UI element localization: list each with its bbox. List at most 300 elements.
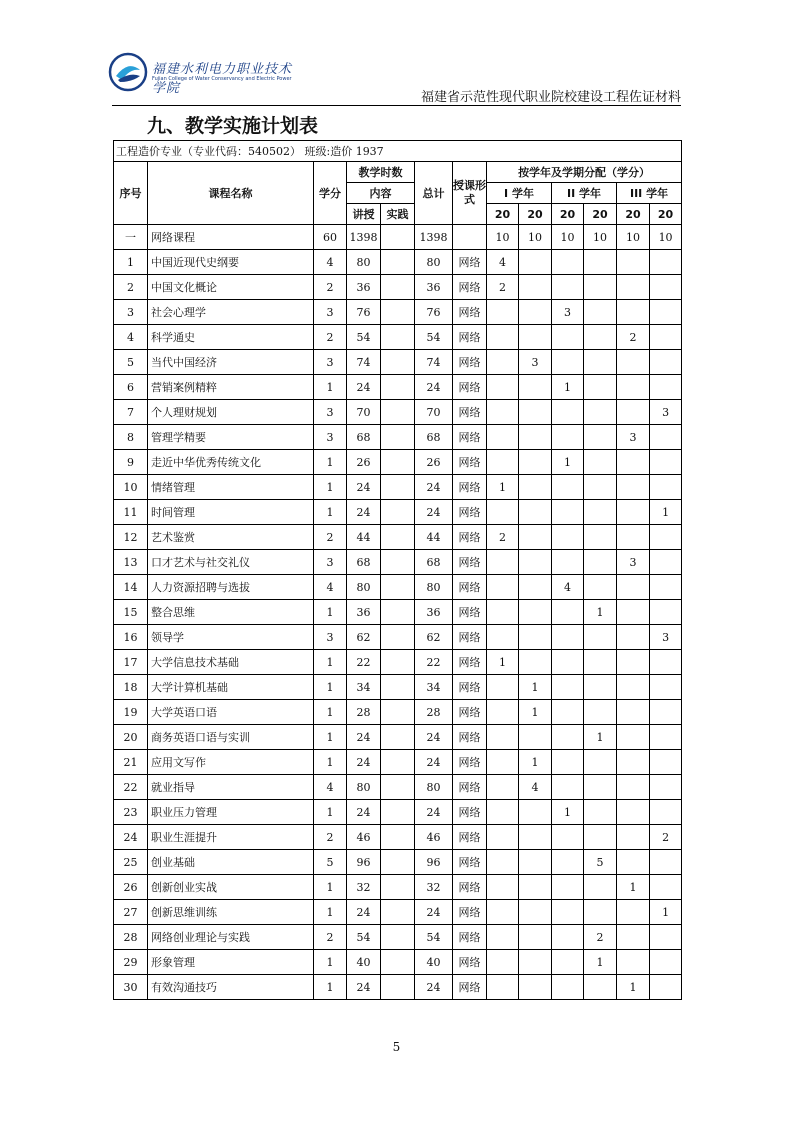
cell-name: 大学英语口语 <box>148 700 314 725</box>
cell-seq: 2 <box>114 275 148 300</box>
cell-total: 80 <box>415 775 453 800</box>
cell-term-5: 2 <box>617 325 650 350</box>
cell-practice <box>381 825 415 850</box>
cell-term-3 <box>552 850 584 875</box>
cell-term-3 <box>552 700 584 725</box>
cell-credit: 1 <box>314 475 347 500</box>
table-body <box>114 225 682 1000</box>
cell-form: 网络 <box>453 425 487 450</box>
table-row <box>114 525 682 550</box>
class-info: 工程造价专业（专业代码：540502） 班级:造价 1937 <box>114 141 682 162</box>
cell-term-4 <box>584 475 617 500</box>
cell-name: 职业压力管理 <box>148 800 314 825</box>
cell-term-2 <box>519 825 552 850</box>
cell-term-3 <box>552 500 584 525</box>
cell-practice <box>381 900 415 925</box>
logo-emblem-icon <box>108 52 148 92</box>
cell-term-3: 10 <box>552 225 584 250</box>
cell-total: 44 <box>415 525 453 550</box>
cell-lecture: 1398 <box>347 225 381 250</box>
cell-practice <box>381 400 415 425</box>
cell-term-2 <box>519 800 552 825</box>
cell-name: 网络创业理论与实践 <box>148 925 314 950</box>
header-practice: 实践 <box>381 204 415 225</box>
cell-term-4 <box>584 275 617 300</box>
cell-form: 网络 <box>453 275 487 300</box>
cell-term-5 <box>617 350 650 375</box>
cell-total: 24 <box>415 500 453 525</box>
cell-term-2 <box>519 900 552 925</box>
cell-term-5: 10 <box>617 225 650 250</box>
cell-total: 54 <box>415 925 453 950</box>
cell-term-3 <box>552 750 584 775</box>
cell-term-1: 1 <box>487 475 519 500</box>
cell-practice <box>381 800 415 825</box>
cell-practice <box>381 350 415 375</box>
cell-credit: 1 <box>314 725 347 750</box>
cell-form: 网络 <box>453 250 487 275</box>
cell-credit: 4 <box>314 775 347 800</box>
cell-term-6 <box>650 925 682 950</box>
cell-term-5 <box>617 800 650 825</box>
cell-term-6 <box>650 250 682 275</box>
cell-lecture: 24 <box>347 800 381 825</box>
cell-lecture: 40 <box>347 950 381 975</box>
cell-term-5 <box>617 450 650 475</box>
cell-credit: 1 <box>314 650 347 675</box>
cell-lecture: 54 <box>347 325 381 350</box>
cell-term-1 <box>487 825 519 850</box>
cell-credit: 3 <box>314 625 347 650</box>
cell-lecture: 24 <box>347 975 381 1000</box>
cell-seq: 26 <box>114 875 148 900</box>
table-row <box>114 275 682 300</box>
cell-lecture: 34 <box>347 675 381 700</box>
cell-credit: 2 <box>314 925 347 950</box>
cell-credit: 1 <box>314 950 347 975</box>
cell-form: 网络 <box>453 700 487 725</box>
header-credit: 学分 <box>314 162 347 225</box>
cell-term-4: 2 <box>584 925 617 950</box>
cell-name: 人力资源招聘与选拔 <box>148 575 314 600</box>
cell-credit: 1 <box>314 375 347 400</box>
cell-name: 有效沟通技巧 <box>148 975 314 1000</box>
cell-lecture: 36 <box>347 275 381 300</box>
cell-total: 32 <box>415 875 453 900</box>
cell-lecture: 24 <box>347 375 381 400</box>
cell-term-3 <box>552 400 584 425</box>
cell-term-4 <box>584 650 617 675</box>
cell-total: 96 <box>415 850 453 875</box>
cell-term-5: 3 <box>617 425 650 450</box>
cell-term-6 <box>650 675 682 700</box>
cell-term-4 <box>584 550 617 575</box>
cell-term-2 <box>519 600 552 625</box>
cell-term-1 <box>487 575 519 600</box>
cell-term-2 <box>519 625 552 650</box>
cell-term-5 <box>617 575 650 600</box>
cell-practice <box>381 750 415 775</box>
table-row <box>114 400 682 425</box>
cell-term-1 <box>487 775 519 800</box>
cell-practice <box>381 300 415 325</box>
cell-term-3: 3 <box>552 300 584 325</box>
cell-term-6 <box>650 575 682 600</box>
cell-credit: 3 <box>314 550 347 575</box>
cell-term-5 <box>617 925 650 950</box>
table-row <box>114 375 682 400</box>
cell-term-3 <box>552 875 584 900</box>
cell-term-5: 3 <box>617 550 650 575</box>
cell-name: 口才艺术与社交礼仪 <box>148 550 314 575</box>
cell-seq: 3 <box>114 300 148 325</box>
cell-form: 网络 <box>453 725 487 750</box>
header-distribution: 按学年及学期分配（学分） <box>487 162 682 183</box>
cell-term-2 <box>519 575 552 600</box>
cell-term-6 <box>650 775 682 800</box>
cell-total: 24 <box>415 800 453 825</box>
cell-form: 网络 <box>453 475 487 500</box>
table-row <box>114 450 682 475</box>
cell-seq: 9 <box>114 450 148 475</box>
cell-form: 网络 <box>453 400 487 425</box>
cell-term-4: 1 <box>584 950 617 975</box>
cell-credit: 4 <box>314 575 347 600</box>
cell-term-5: 1 <box>617 875 650 900</box>
cell-name: 形象管理 <box>148 950 314 975</box>
cell-form: 网络 <box>453 875 487 900</box>
cell-total: 24 <box>415 750 453 775</box>
cell-term-3 <box>552 625 584 650</box>
cell-seq: 25 <box>114 850 148 875</box>
cell-term-5 <box>617 500 650 525</box>
cell-total: 36 <box>415 275 453 300</box>
cell-term-4 <box>584 975 617 1000</box>
cell-term-6 <box>650 350 682 375</box>
cell-term-2: 4 <box>519 775 552 800</box>
cell-form: 网络 <box>453 925 487 950</box>
cell-term-1 <box>487 400 519 425</box>
cell-seq: 11 <box>114 500 148 525</box>
cell-practice <box>381 575 415 600</box>
cell-term-4: 5 <box>584 850 617 875</box>
cell-term-1 <box>487 300 519 325</box>
cell-lecture: 96 <box>347 850 381 875</box>
cell-term-2 <box>519 725 552 750</box>
cell-name: 创业基础 <box>148 850 314 875</box>
cell-term-1 <box>487 850 519 875</box>
cell-practice <box>381 550 415 575</box>
table-row <box>114 325 682 350</box>
cell-name: 科学通史 <box>148 325 314 350</box>
cell-term-6 <box>650 525 682 550</box>
cell-name: 营销案例精粹 <box>148 375 314 400</box>
cell-term-6: 2 <box>650 825 682 850</box>
cell-practice <box>381 450 415 475</box>
cell-term-3 <box>552 525 584 550</box>
cell-name: 职业生涯提升 <box>148 825 314 850</box>
cell-term-2 <box>519 300 552 325</box>
cell-term-2 <box>519 525 552 550</box>
cell-term-6: 3 <box>650 625 682 650</box>
cell-term-3 <box>552 425 584 450</box>
cell-term-4 <box>584 375 617 400</box>
header-term-1: 20 <box>487 204 519 225</box>
cell-seq: 8 <box>114 425 148 450</box>
cell-credit: 3 <box>314 350 347 375</box>
table-row <box>114 875 682 900</box>
cell-seq: 一 <box>114 225 148 250</box>
cell-term-2 <box>519 400 552 425</box>
cell-lecture: 68 <box>347 425 381 450</box>
cell-name: 个人理财规划 <box>148 400 314 425</box>
cell-term-6: 1 <box>650 500 682 525</box>
cell-term-1 <box>487 675 519 700</box>
cell-name: 中国文化概论 <box>148 275 314 300</box>
cell-term-1 <box>487 925 519 950</box>
cell-seq: 16 <box>114 625 148 650</box>
cell-total: 80 <box>415 250 453 275</box>
cell-form: 网络 <box>453 375 487 400</box>
cell-term-6 <box>650 600 682 625</box>
cell-name: 创新思维训练 <box>148 900 314 925</box>
table-row <box>114 425 682 450</box>
cell-credit: 1 <box>314 875 347 900</box>
header-divider <box>112 105 681 106</box>
cell-term-4 <box>584 350 617 375</box>
cell-term-2 <box>519 650 552 675</box>
cell-credit: 2 <box>314 825 347 850</box>
cell-term-4 <box>584 525 617 550</box>
table-row <box>114 550 682 575</box>
cell-term-1 <box>487 450 519 475</box>
cell-term-4 <box>584 700 617 725</box>
cell-practice <box>381 375 415 400</box>
header-seq: 序号 <box>114 162 148 225</box>
cell-credit: 2 <box>314 525 347 550</box>
cell-credit: 1 <box>314 600 347 625</box>
table-row <box>114 350 682 375</box>
header-term-3: 20 <box>552 204 584 225</box>
cell-term-1 <box>487 375 519 400</box>
cell-term-3 <box>552 675 584 700</box>
cell-term-3 <box>552 950 584 975</box>
cell-term-5 <box>617 750 650 775</box>
cell-total: 46 <box>415 825 453 850</box>
cell-total: 80 <box>415 575 453 600</box>
cell-term-3 <box>552 350 584 375</box>
cell-total: 24 <box>415 725 453 750</box>
cell-total: 36 <box>415 600 453 625</box>
cell-term-6 <box>650 700 682 725</box>
cell-term-6: 10 <box>650 225 682 250</box>
cell-lecture: 80 <box>347 575 381 600</box>
table-row <box>114 575 682 600</box>
cell-seq: 21 <box>114 750 148 775</box>
cell-term-4 <box>584 250 617 275</box>
cell-form: 网络 <box>453 975 487 1000</box>
cell-term-4 <box>584 800 617 825</box>
logo-cn-text: 福建水利电力职业技术学院 <box>152 62 293 96</box>
cell-form: 网络 <box>453 650 487 675</box>
header-teaching-hours: 教学时数 <box>347 162 415 183</box>
cell-seq: 6 <box>114 375 148 400</box>
cell-term-4 <box>584 775 617 800</box>
cell-name: 中国近现代史纲要 <box>148 250 314 275</box>
cell-form: 网络 <box>453 450 487 475</box>
cell-name: 大学计算机基础 <box>148 675 314 700</box>
table-row <box>114 925 682 950</box>
cell-practice <box>381 875 415 900</box>
cell-term-5 <box>617 850 650 875</box>
cell-seq: 12 <box>114 525 148 550</box>
cell-term-3 <box>552 250 584 275</box>
cell-term-3 <box>552 775 584 800</box>
cell-form: 网络 <box>453 850 487 875</box>
cell-term-5 <box>617 525 650 550</box>
cell-term-6 <box>650 650 682 675</box>
cell-credit: 5 <box>314 850 347 875</box>
teaching-plan-table <box>113 140 682 1000</box>
cell-credit: 60 <box>314 225 347 250</box>
cell-lecture: 76 <box>347 300 381 325</box>
page-number: 5 <box>392 1040 401 1054</box>
cell-term-3 <box>552 725 584 750</box>
cell-practice <box>381 250 415 275</box>
header-total: 总计 <box>415 162 453 225</box>
logo-en-text: Fujian College of Water Conservancy and Electric Power <box>152 76 292 82</box>
table-row <box>114 975 682 1000</box>
cell-term-5 <box>617 775 650 800</box>
cell-practice <box>381 775 415 800</box>
cell-lecture: 22 <box>347 650 381 675</box>
cell-term-5 <box>617 600 650 625</box>
table-row <box>114 250 682 275</box>
header-term-6: 20 <box>650 204 682 225</box>
cell-credit: 4 <box>314 250 347 275</box>
cell-credit: 2 <box>314 325 347 350</box>
cell-term-1 <box>487 550 519 575</box>
cell-practice <box>381 850 415 875</box>
cell-term-6: 3 <box>650 400 682 425</box>
cell-seq: 7 <box>114 400 148 425</box>
cell-practice <box>381 425 415 450</box>
table-row <box>114 625 682 650</box>
cell-total: 24 <box>415 375 453 400</box>
cell-term-6 <box>650 875 682 900</box>
cell-term-6 <box>650 425 682 450</box>
cell-term-6: 1 <box>650 900 682 925</box>
header-year-1: I 学年 <box>487 183 552 204</box>
cell-term-2 <box>519 950 552 975</box>
table-row <box>114 675 682 700</box>
cell-lecture: 32 <box>347 875 381 900</box>
cell-name: 整合思维 <box>148 600 314 625</box>
cell-form: 网络 <box>453 500 487 525</box>
cell-term-1: 2 <box>487 275 519 300</box>
cell-term-2 <box>519 450 552 475</box>
cell-total: 24 <box>415 975 453 1000</box>
cell-term-3 <box>552 925 584 950</box>
cell-form: 网络 <box>453 675 487 700</box>
cell-total: 24 <box>415 475 453 500</box>
college-logo <box>108 52 298 96</box>
header-year-3: III 学年 <box>617 183 682 204</box>
cell-credit: 1 <box>314 675 347 700</box>
cell-name: 社会心理学 <box>148 300 314 325</box>
cell-practice <box>381 625 415 650</box>
cell-term-5 <box>617 625 650 650</box>
cell-lecture: 68 <box>347 550 381 575</box>
cell-total: 68 <box>415 550 453 575</box>
cell-term-4 <box>584 500 617 525</box>
cell-credit: 1 <box>314 900 347 925</box>
cell-name: 商务英语口语与实训 <box>148 725 314 750</box>
cell-form: 网络 <box>453 575 487 600</box>
cell-total: 1398 <box>415 225 453 250</box>
cell-term-5 <box>617 725 650 750</box>
table-row <box>114 950 682 975</box>
cell-term-1 <box>487 325 519 350</box>
cell-practice <box>381 950 415 975</box>
cell-term-4 <box>584 875 617 900</box>
cell-term-1: 1 <box>487 650 519 675</box>
cell-credit: 3 <box>314 300 347 325</box>
cell-term-5 <box>617 300 650 325</box>
table-row <box>114 775 682 800</box>
cell-term-1 <box>487 750 519 775</box>
cell-term-2 <box>519 275 552 300</box>
cell-total: 54 <box>415 325 453 350</box>
cell-practice <box>381 725 415 750</box>
cell-total: 76 <box>415 300 453 325</box>
cell-lecture: 24 <box>347 475 381 500</box>
header-teaching-form: 授课形式 <box>453 162 487 225</box>
cell-practice <box>381 525 415 550</box>
cell-term-4 <box>584 575 617 600</box>
cell-term-4 <box>584 675 617 700</box>
cell-total: 74 <box>415 350 453 375</box>
cell-practice <box>381 500 415 525</box>
cell-form: 网络 <box>453 625 487 650</box>
cell-seq: 10 <box>114 475 148 500</box>
cell-term-3: 4 <box>552 575 584 600</box>
cell-seq: 28 <box>114 925 148 950</box>
cell-term-2: 3 <box>519 350 552 375</box>
cell-total: 68 <box>415 425 453 450</box>
cell-term-2 <box>519 875 552 900</box>
table-row <box>114 825 682 850</box>
cell-term-6 <box>650 800 682 825</box>
cell-term-1 <box>487 900 519 925</box>
cell-total: 26 <box>415 450 453 475</box>
cell-name: 当代中国经济 <box>148 350 314 375</box>
cell-term-6 <box>650 325 682 350</box>
cell-term-6 <box>650 550 682 575</box>
cell-term-2: 1 <box>519 700 552 725</box>
cell-term-4 <box>584 300 617 325</box>
cell-term-4 <box>584 450 617 475</box>
cell-seq: 18 <box>114 675 148 700</box>
cell-term-1 <box>487 975 519 1000</box>
cell-form: 网络 <box>453 300 487 325</box>
cell-seq: 27 <box>114 900 148 925</box>
table-row <box>114 900 682 925</box>
cell-term-4: 10 <box>584 225 617 250</box>
cell-term-6 <box>650 475 682 500</box>
cell-name: 应用文写作 <box>148 750 314 775</box>
cell-seq: 4 <box>114 325 148 350</box>
